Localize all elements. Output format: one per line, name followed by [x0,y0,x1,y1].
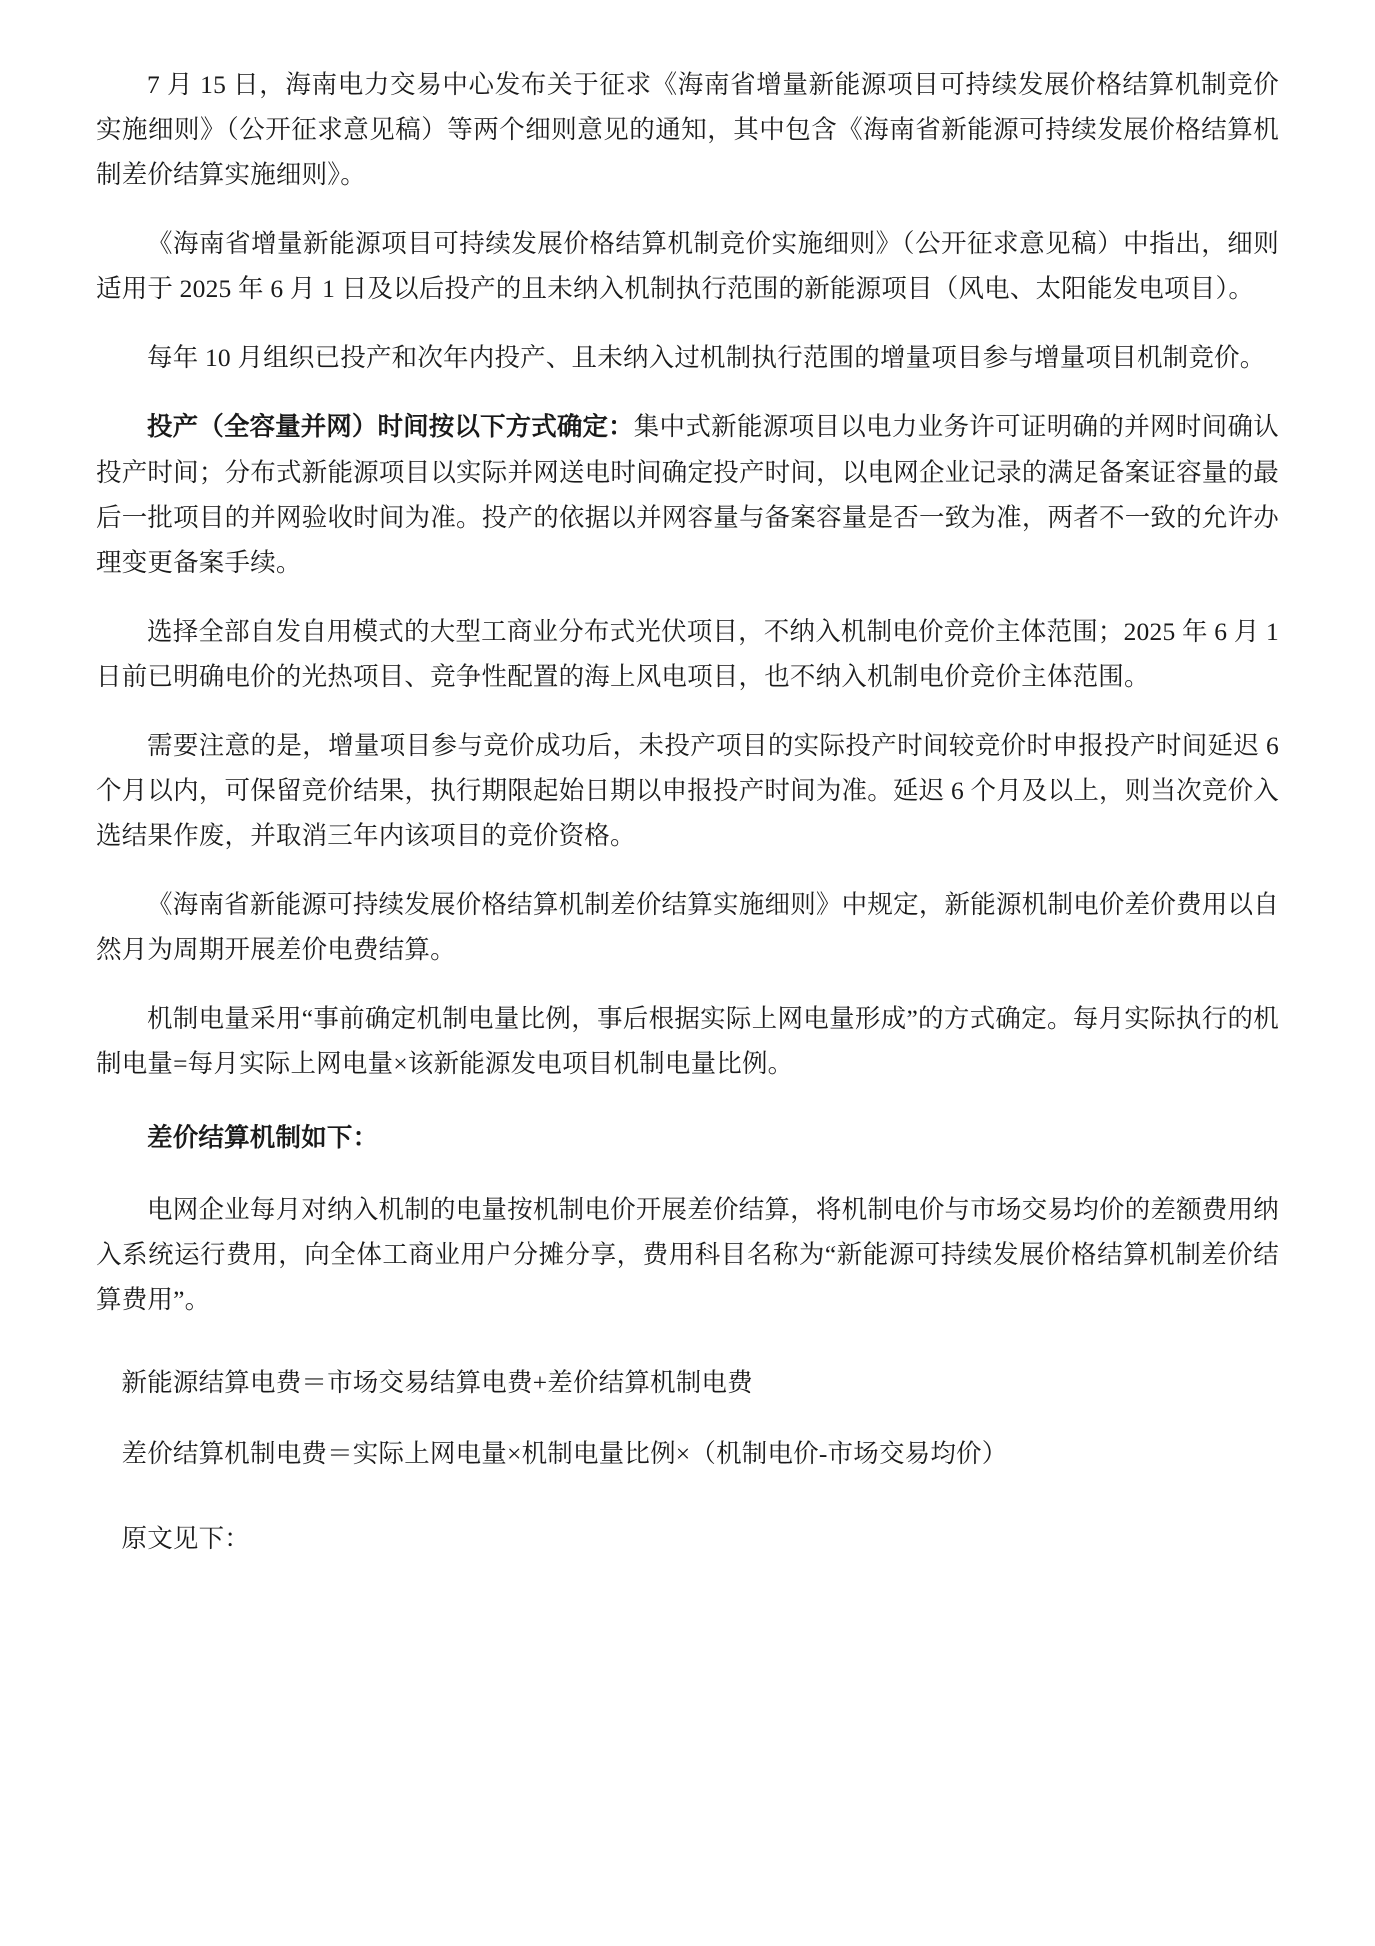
spacer-before-closing [96,1502,1279,1516]
paragraph-exclusions: 选择全部自发自用模式的大型工商业分布式光伏项目，不纳入机制电价竞价主体范围；2025 年 6 月 1 日前已明确电价的光热项目、竞争性配置的海上风电项目，也不纳入机制电价竞价主体范围。 [96,617,1280,691]
paragraph-commissioning [96,404,1279,585]
section-heading-settlement: 差价结算机制如下： [147,1124,379,1152]
document-body [96,62,1279,1561]
paragraph-notice: 需要注意的是，增量项目参与竞价成功后，未投产项目的实际投产时间较竞价时申报投产时间延迟 6 个月以内，可保留竞价结果，执行期限起始日期以申报投产时间为准。延迟 6 个月及以上，则当次竞价入选结果作废，并取消三年内该项目的竞价资格。 [96,731,1279,850]
paragraph-mechanism-volume: 机制电量采用“事前确定机制电量比例，事后根据实际上网电量形成”的方式确定。每月实际执行的机制电量=每月实际上网电量×该新能源发电项目机制电量比例。 [96,1004,1279,1078]
formula-price-difference-settlement: 差价结算机制电费＝实际上网电量×机制电量比例×（机制电价-市场交易均价） [121,1439,1008,1468]
closing-note: 原文见下： [121,1524,251,1553]
paragraph-settlement-detail: 电网企业每月对纳入机制的电量按机制电价开展差价结算，将机制电价与市场交易均价的差额费用纳入系统运行费用，向全体工商业用户分摊分享，费用科目名称为“新能源可持续发展价格结算机制差价结算费用”。 [96,1195,1279,1314]
paragraph-settlement-rule: 《海南省新能源可持续发展价格结算机制差价结算实施细则》中规定，新能源机制电价差价费用以自然月为周期开展差价电费结算。 [96,890,1279,964]
paragraph-intro: 7 月 15 日，海南电力交易中心发布关于征求《海南省增量新能源项目可持续发展价格结算机制竞价实施细则》（公开征求意见稿）等两个细则意见的通知，其中包含《海南省新能源可持续发展价格结算机制差价结算实施细则》。 [96,70,1279,189]
spacer-before-formulas [96,1346,1279,1360]
formula-new-energy-settlement: 新能源结算电费＝市场交易结算电费+差价结算机制电费 [121,1368,753,1397]
paragraph-annual-bidding: 每年 10 月组织已投产和次年内投产、且未纳入过机制执行范围的增量项目参与增量项目机制竞价。 [147,343,1266,372]
commissioning-lead-label: 投产（全容量并网）时间按以下方式确定： [147,413,634,441]
commissioning-body-text: 集中式新能源项目以电力业务许可证明确的并网时间确认投产时间；分布式新能源项目以实际并网送电时间确定投产时间，以电网企业记录的满足备案证容量的最后一批项目的并网验收时间为准。投产的依据以并网容量与备案容量是否一致为准，两者不一致的允许办理变更备案手续。 [96,412,1279,577]
paragraph-scope: 《海南省增量新能源项目可持续发展价格结算机制竞价实施细则》（公开征求意见稿）中指出，细则适用于 2025 年 6 月 1 日及以后投产的且未纳入机制执行范围的新能源项目（风电、太阳能发电项目）。 [96,229,1279,303]
